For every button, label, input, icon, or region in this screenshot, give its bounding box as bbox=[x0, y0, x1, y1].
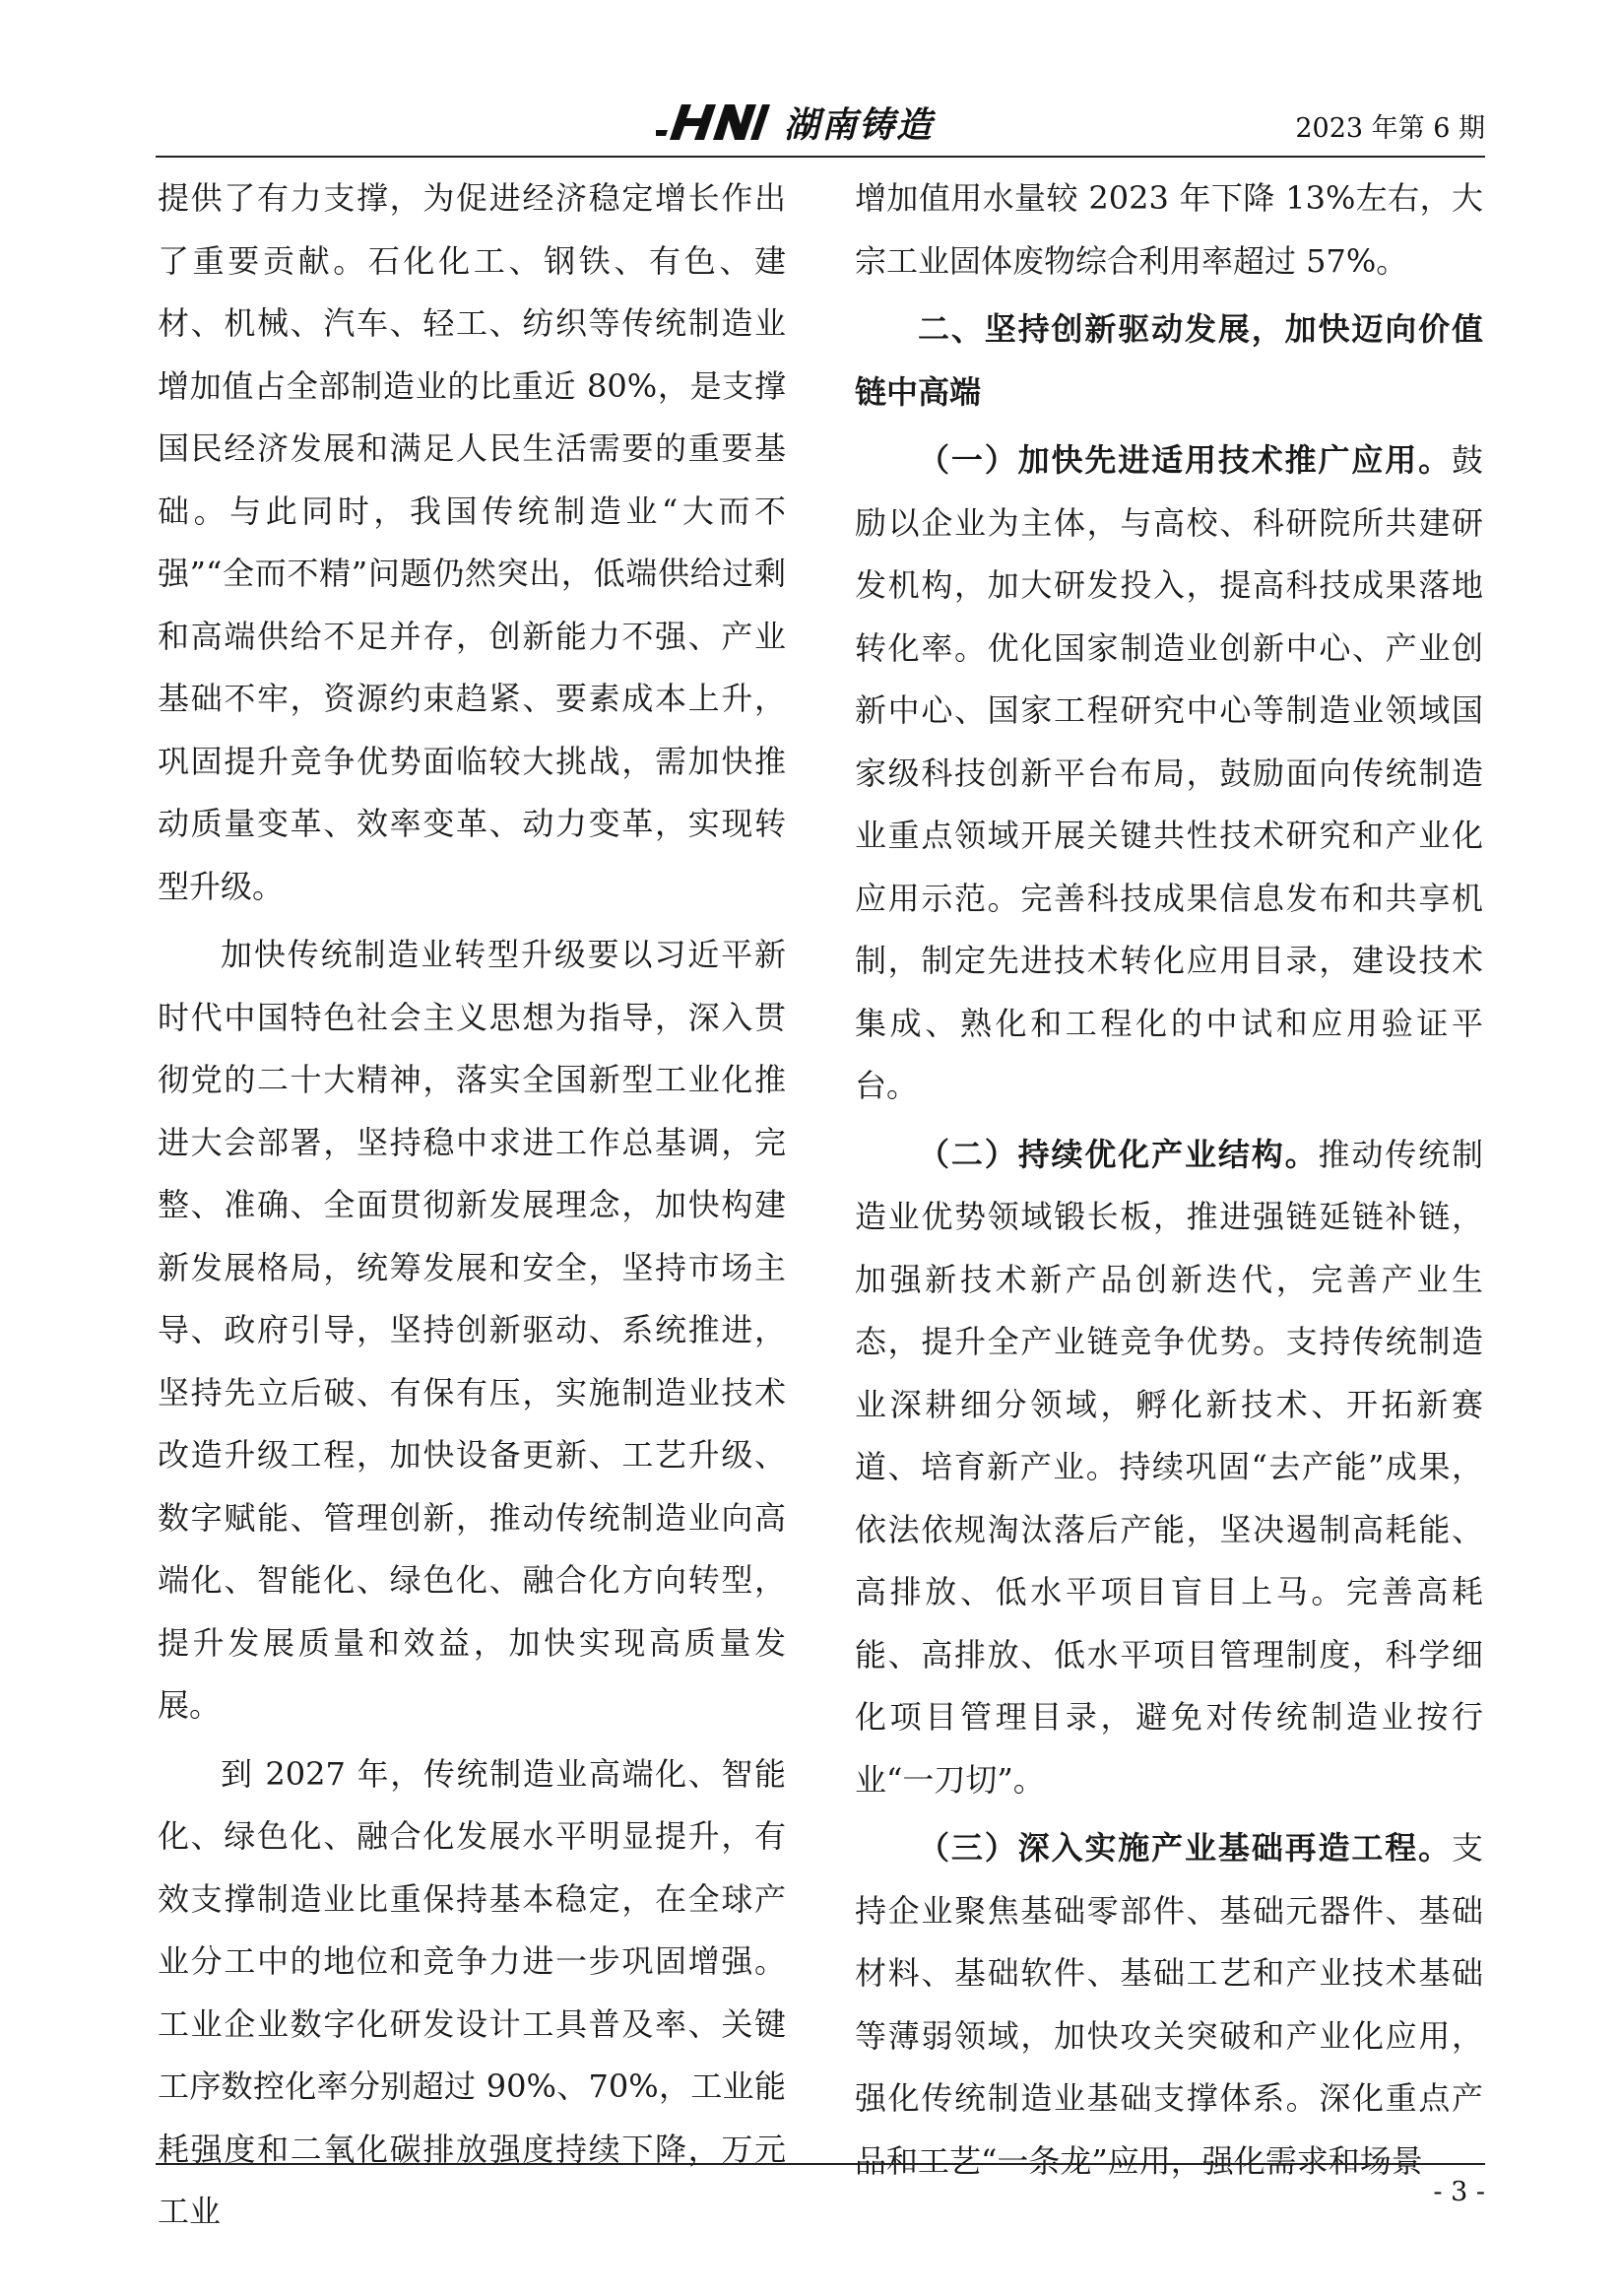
page-header bbox=[156, 95, 1485, 150]
subsection-title: （三）深入实施产业基础再造工程。 bbox=[918, 1829, 1452, 1867]
paragraph: 提供了有力支撑，为促进经济稳定增长作出了重要贡献。石化化工、钢铁、有色、建材、机械、汽车、轻工、纺织等传统制造业增加值占全部制造业的比重近 80%，是支撑国民经济发展和满足人民生活需要的重要基础。与此同时，我国传统制造业“大而不强”“全而不精”问题仍然突出，低端供给过剩和高端供给不足并存，创新能力不强、产业基础不牢，资源约束趋紧、要素成本上升，巩固提升竞争优势面临较大挑战，需加快推动质量变革、效率变革、动力变革，实现转型升级。 bbox=[158, 179, 786, 905]
subsection-paragraph bbox=[855, 1124, 1483, 1812]
subsection-paragraph bbox=[855, 429, 1483, 1118]
left-column bbox=[158, 167, 786, 2244]
paragraph: 加快传统制造业转型升级要以习近平新时代中国特色社会主义思想为指导，深入贯彻党的二十大精神，落实全国新型工业化推进大会部署，坚持稳中求进工作总基调，完整、准确、全面贯彻新发展理念，加快构建新发展格局，统筹发展和安全，坚持市场主导、政府引导，坚持创新驱动、系统推进，坚持先立后破、有保有压，实施制造业技术改造升级工程，加快设备更新、工艺升级、数字赋能、管理创新，推动传统制造业向高端化、智能化、绿色化、融合化方向转型，提升发展质量和效益，加快实现高质量发展。 bbox=[158, 936, 786, 1724]
hn-logo-icon bbox=[656, 100, 770, 144]
section-heading: 二、坚持创新驱动发展，加快迈向价值链中高端 bbox=[855, 310, 1483, 411]
subsection-body: 支持企业聚焦基础零部件、基础元器件、基础材料、基础软件、基础工艺和产业技术基础等薄弱领域，加快攻关突破和产业化应用，强化传统制造业基础支撑体系。深化重点产品和工艺“一条龙”应用，强化需求和场景 bbox=[855, 1829, 1483, 2180]
subsection-body: 推动传统制造业优势领域锻长板，推进强链延链补链，加强新技术新产品创新迭代，完善产业生态，提升全产业链竞争优势。支持传统制造业深耕细分领域，孵化新技术、开拓新赛道、培育新产业。持续巩固“去产能”成果，依法依规淘汰落后产能，坚决遏制高耗能、高排放、低水平项目盲目上马。完善高耗能、高排放、低水平项目管理制度，科学细化项目管理目录，避免对传统制造业按行业“一刀切”。 bbox=[855, 1135, 1483, 1799]
paragraph: 增加值用水量较 2023 年下降 13%左右，大宗工业固体废物综合利用率超过 57%。 bbox=[855, 179, 1483, 280]
subsection-body: 鼓励以企业为主体，与高校、科研院所共建研发机构，加大研发投入，提高科技成果落地转化率。优化国家制造业创新中心、产业创新中心、国家工程研究中心等制造业领域国家级科技创新平台布局，鼓励面向传统制造业重点领域开展关键共性技术研究和产业化应用示范。完善科技成果信息发布和共享机制，制定先进技术转化应用目录，建设技术集成、熟化和工程化的中试和应用验证平台。 bbox=[855, 441, 1483, 1104]
right-column bbox=[855, 167, 1483, 2193]
journal-logo bbox=[656, 98, 934, 146]
subsection-paragraph bbox=[855, 1817, 1483, 2193]
subsection-title: （二）持续优化产业结构。 bbox=[918, 1135, 1319, 1173]
subsection-title: （一）加快先进适用技术推广应用。 bbox=[918, 441, 1452, 479]
paragraph: 到 2027 年，传统制造业高端化、智能化、绿色化、融合化发展水平明显提升，有效支撑制造业比重保持基本稳定，在全球产业分工中的地位和竞争力进一步巩固增强。工业企业数字化研发设计工具普及率、关键工序数控化率分别超过 90%、70%，工业能耗强度和二氧化碳排放强度持续下降，万元工业 bbox=[158, 1754, 786, 2230]
header-rule bbox=[156, 156, 1485, 158]
footer-rule bbox=[156, 2163, 1485, 2165]
issue-label: 2023 年第 6 期 bbox=[1295, 113, 1485, 144]
page-number: - 3 - bbox=[1433, 2177, 1485, 2207]
journal-name: 湖南铸造 bbox=[784, 104, 935, 146]
